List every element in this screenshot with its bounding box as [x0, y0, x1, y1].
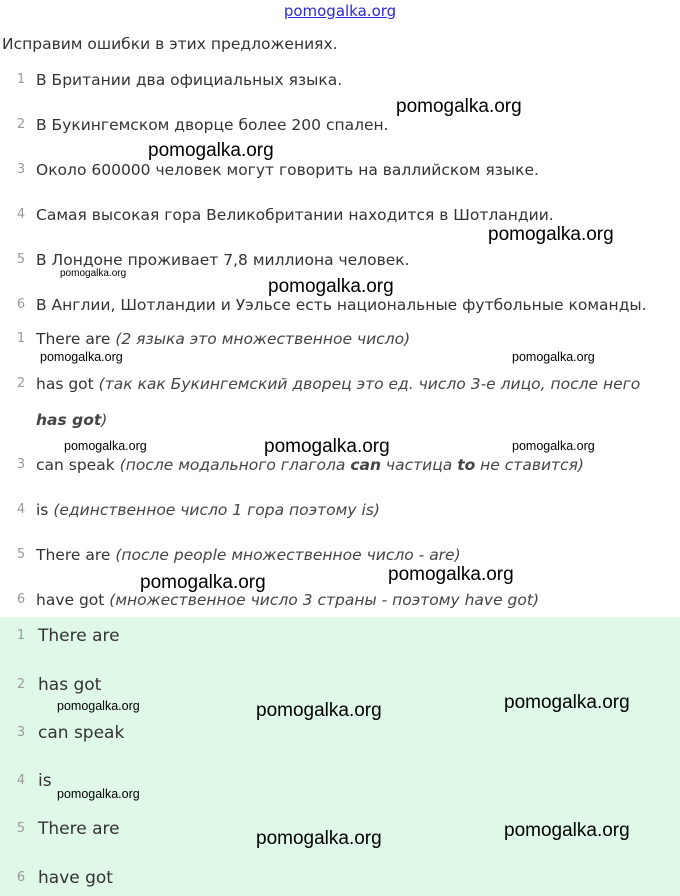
sentence-number: 5 — [16, 252, 26, 267]
watermark: pomogalka.org — [256, 700, 382, 721]
note-part: (после модального глагола — [119, 456, 351, 474]
explanation-note: (так как Букингемский дворец это ед. число 3-е лицо, после него — [98, 375, 641, 393]
explanation-answer: has got — [36, 375, 94, 393]
intro-heading: Исправим ошибки в этих предложениях. — [2, 35, 338, 53]
answer-number: 4 — [16, 773, 26, 788]
explanation-answer: have got — [36, 591, 105, 609]
sentence-text: В Лондоне проживает 7,8 миллиона человек. — [36, 251, 410, 269]
explanation-number: 2 — [16, 376, 26, 391]
watermark: pomogalka.org — [140, 572, 266, 593]
bold-term: to — [457, 456, 476, 474]
explanation-line — [36, 499, 380, 521]
explanation-answer: There are — [36, 330, 111, 348]
sentence-number: 3 — [16, 162, 26, 177]
explanation-line — [36, 544, 461, 566]
watermark: pomogalka.org — [60, 268, 127, 279]
explanation-number: 1 — [16, 331, 26, 346]
sentence-text: Самая высокая гора Великобритании находится в Шотландии. — [36, 206, 554, 224]
watermark: pomogalka.org — [148, 140, 274, 161]
sentence-text: В Букингемском дворце более 200 спален. — [36, 116, 389, 134]
watermark: pomogalka.org — [512, 350, 595, 364]
answer-text: There are — [38, 626, 120, 646]
watermark: pomogalka.org — [396, 96, 522, 117]
sentence-number: 1 — [16, 72, 26, 87]
explanation-number: 5 — [16, 547, 26, 562]
sentence-number: 6 — [16, 297, 26, 312]
answer-text: can speak — [38, 723, 125, 743]
explanation-line — [36, 328, 410, 350]
note-part: не ставится) — [475, 456, 584, 474]
answer-number: 2 — [16, 677, 26, 692]
explanation-note: (2 языка это множественное число) — [115, 330, 411, 348]
sentence-number: 4 — [16, 207, 26, 222]
watermark: pomogalka.org — [40, 350, 123, 364]
explanation-answer: There are — [36, 546, 111, 564]
explanation-note: (единственное число 1 гора поэтому is) — [53, 501, 380, 519]
watermark: pomogalka.org — [268, 276, 394, 297]
sentence-text: В Британии два официальных языка. — [36, 71, 343, 89]
bold-term: has got — [36, 411, 102, 429]
explanation-line — [36, 454, 584, 476]
watermark: pomogalka.org — [504, 692, 630, 713]
answer-number: 6 — [16, 870, 26, 885]
explanation-number: 3 — [16, 457, 26, 472]
answer-text: There are — [38, 819, 120, 839]
answer-number: 1 — [16, 628, 26, 643]
watermark: pomogalka.org — [512, 439, 595, 453]
explanation-answer: is — [36, 501, 49, 519]
watermark: pomogalka.org — [488, 224, 614, 245]
answer-number: 3 — [16, 725, 26, 740]
site-link[interactable]: pomogalka.org — [283, 2, 397, 20]
answer-number: 5 — [16, 821, 26, 836]
explanation-number: 6 — [16, 592, 26, 607]
watermark: pomogalka.org — [388, 564, 514, 585]
explanation-note — [120, 456, 584, 474]
explanation-answer: can speak — [36, 456, 115, 474]
explanation-note: (после people множественное число - are) — [115, 546, 461, 564]
answers-panel — [0, 617, 680, 896]
answer-text: is — [38, 771, 52, 791]
sentence-text: В Англии, Шотландии и Уэльсе есть национальные футбольные команды. — [36, 296, 647, 314]
bold-term: can — [350, 456, 381, 474]
watermark: pomogalka.org — [504, 820, 630, 841]
note-part: частица — [381, 456, 458, 474]
watermark: pomogalka.org — [264, 436, 390, 457]
answer-text: have got — [38, 868, 113, 888]
explanation-line — [36, 589, 539, 611]
explanation-number: 4 — [16, 502, 26, 517]
explanation-note: (множественное число 3 страны - поэтому have got) — [109, 591, 539, 609]
watermark: pomogalka.org — [57, 787, 140, 801]
sentence-text: Около 600000 человек могут говорить на валлийском языке. — [36, 161, 539, 179]
note-end: ) — [101, 411, 108, 429]
watermark: pomogalka.org — [64, 439, 147, 453]
explanation-line — [36, 373, 640, 395]
explanation-note-continuation — [36, 409, 107, 431]
watermark: pomogalka.org — [256, 828, 382, 849]
watermark: pomogalka.org — [57, 699, 140, 713]
sentence-number: 2 — [16, 117, 26, 132]
answer-text: has got — [38, 675, 102, 695]
